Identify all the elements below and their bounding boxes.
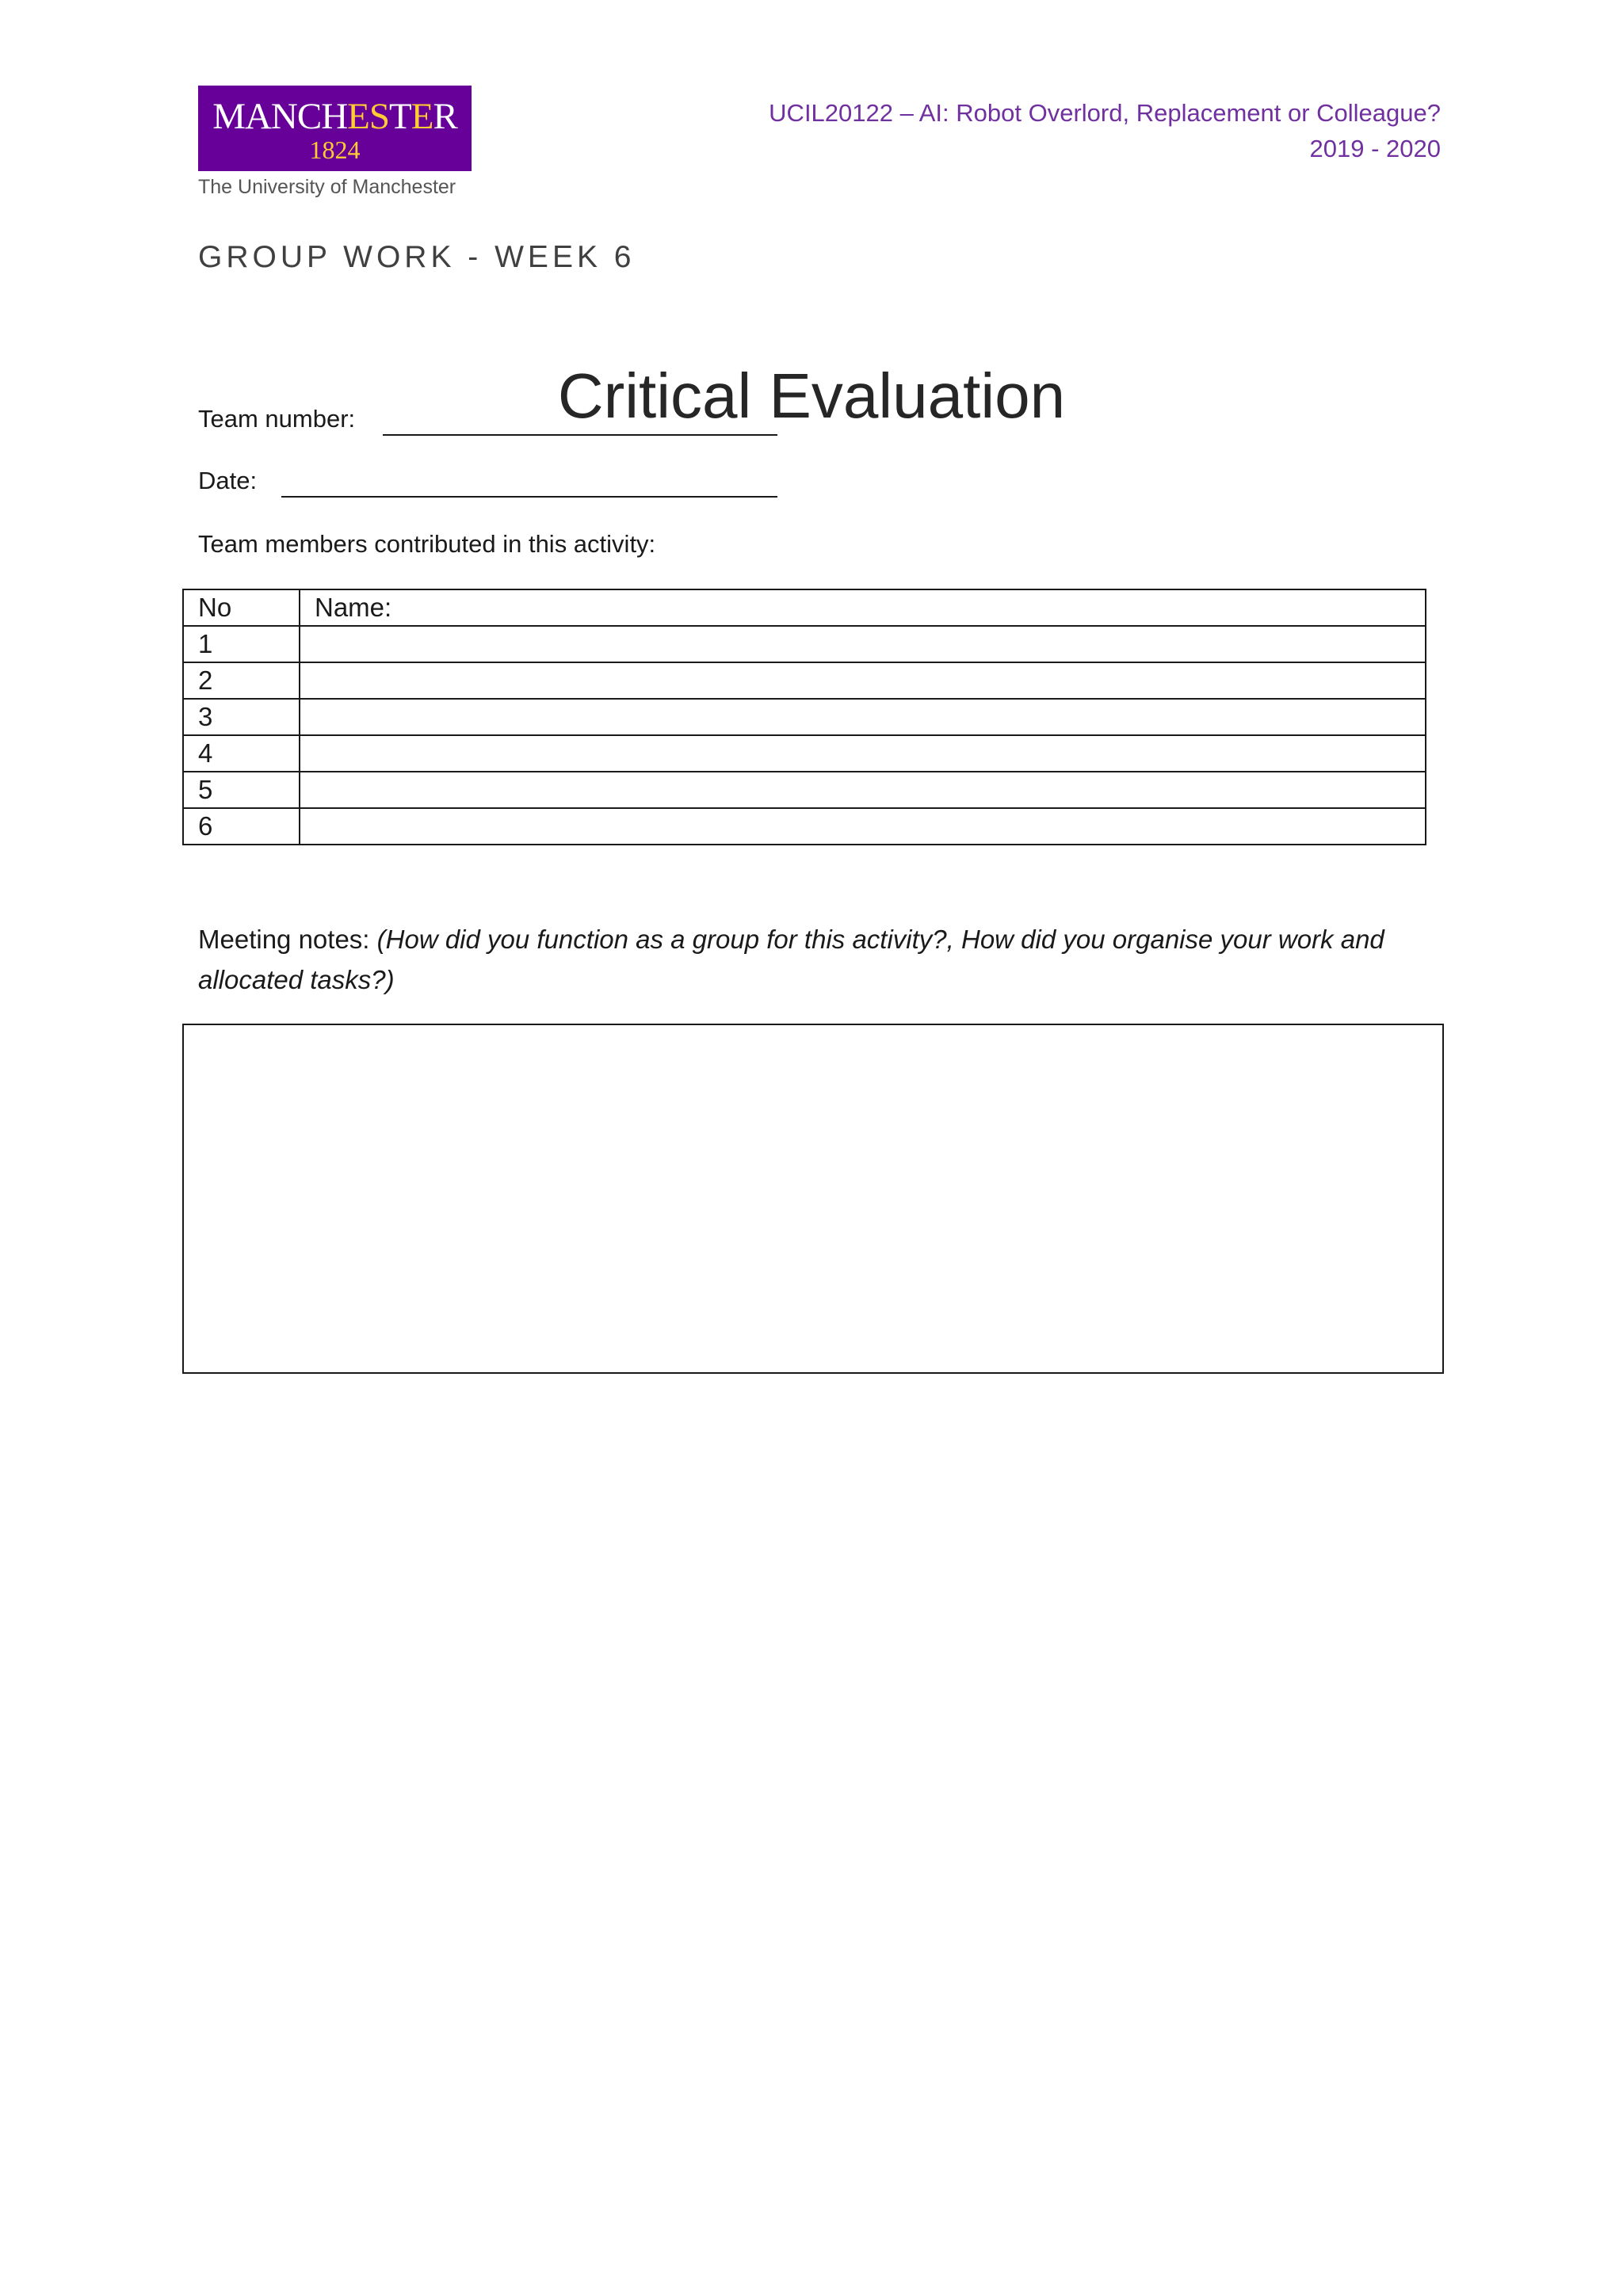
member-number: 1 xyxy=(183,626,300,662)
table-header-row xyxy=(183,589,1426,626)
date-field[interactable] xyxy=(281,496,777,498)
column-header-name: Name: xyxy=(300,589,1426,626)
members-label: Team members contributed in this activity: xyxy=(198,530,656,558)
member-name-cell[interactable] xyxy=(300,626,1426,662)
table-row xyxy=(183,662,1426,699)
university-logo xyxy=(198,86,472,171)
logo-wordmark: MANCHESTER xyxy=(212,96,457,137)
member-number: 5 xyxy=(183,772,300,808)
logo-year: 1824 xyxy=(309,135,361,164)
member-name-cell[interactable] xyxy=(300,735,1426,772)
page-title: Critical Evaluation xyxy=(557,360,1066,431)
member-number: 2 xyxy=(183,662,300,699)
column-header-no: No xyxy=(183,589,300,626)
logo-subtitle: The University of Manchester xyxy=(198,176,456,198)
table-row xyxy=(183,626,1426,662)
table-row xyxy=(183,699,1426,735)
date-label: Date: xyxy=(198,467,258,494)
member-name-cell[interactable] xyxy=(300,772,1426,808)
course-year: 2019 - 2020 xyxy=(1309,135,1441,162)
member-number: 4 xyxy=(183,735,300,772)
table-row xyxy=(183,735,1426,772)
members-table xyxy=(182,589,1426,845)
member-number: 6 xyxy=(183,808,300,845)
member-name-cell[interactable] xyxy=(300,662,1426,699)
member-name-cell[interactable] xyxy=(300,808,1426,845)
course-title: UCIL20122 – AI: Robot Overlord, Replacement or Colleague? xyxy=(769,99,1441,127)
team-number-label: Team number: xyxy=(198,405,356,433)
section-heading: GROUP WORK - WEEK 6 xyxy=(198,240,636,274)
meeting-notes-box[interactable] xyxy=(182,1024,1444,1374)
table-row xyxy=(183,808,1426,845)
meeting-notes-hint: (How did you function as a group for this activity?, How did you organise your work and allocated tasks?) xyxy=(198,925,1384,994)
table-row xyxy=(183,772,1426,808)
member-number: 3 xyxy=(183,699,300,735)
meeting-notes-prompt xyxy=(198,919,1434,1000)
meeting-notes-label: Meeting notes: xyxy=(198,925,370,954)
team-number-field[interactable] xyxy=(383,434,777,436)
member-name-cell[interactable] xyxy=(300,699,1426,735)
